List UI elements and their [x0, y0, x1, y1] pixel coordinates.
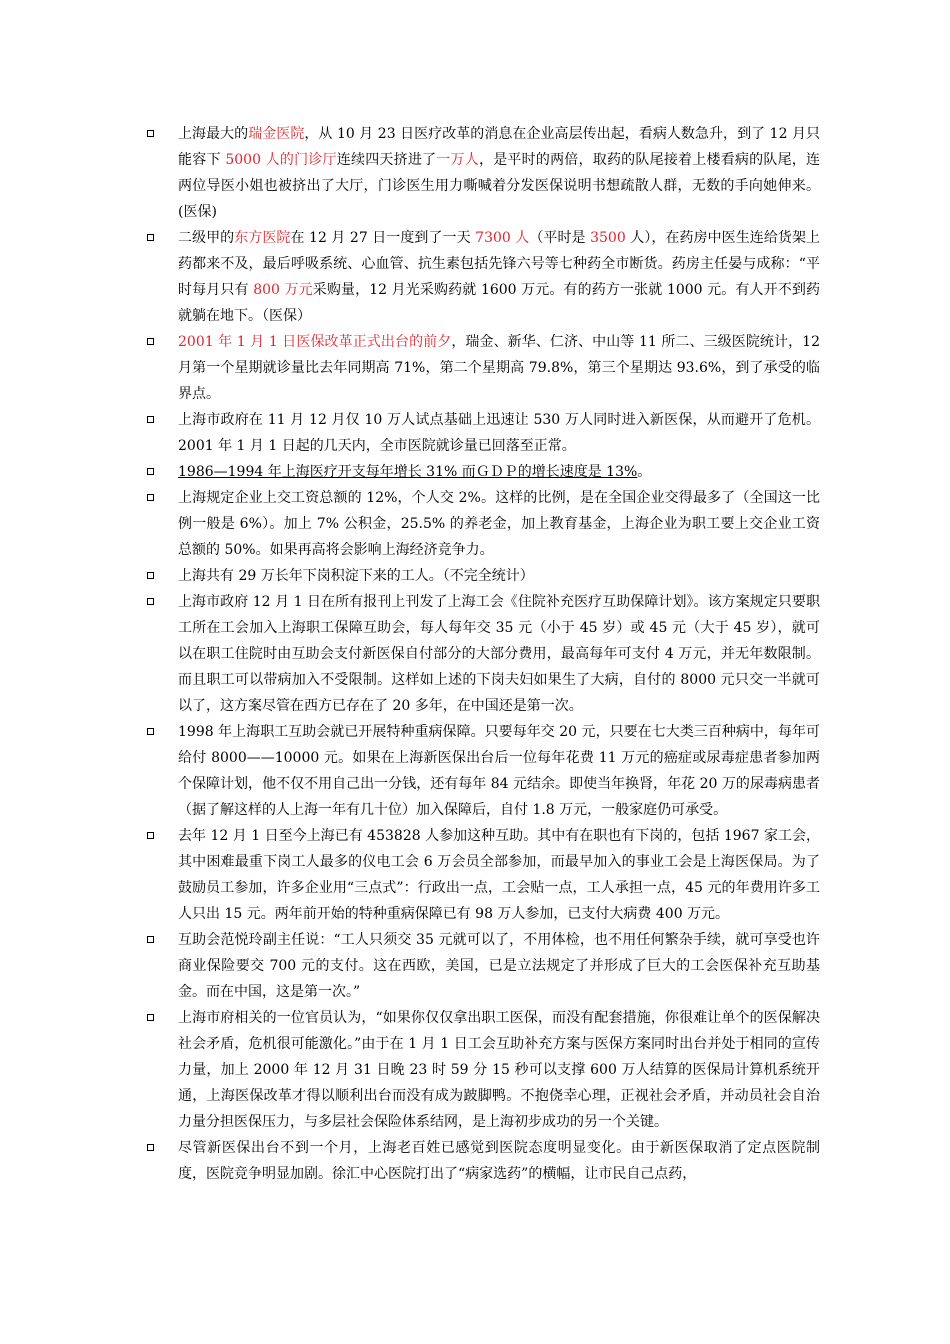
- square-bullet-icon: [147, 832, 154, 839]
- list-item: [140, 329, 820, 407]
- highlighted-text: 一万人: [436, 152, 479, 168]
- paragraph-text: 。: [637, 464, 652, 480]
- square-bullet-icon: [147, 338, 154, 345]
- highlighted-text: 5000 人的门诊厅: [225, 152, 337, 168]
- paragraph-text: 在 12 月 27 日一度到了一天: [290, 230, 476, 246]
- list-item: [140, 459, 820, 485]
- square-bullet-icon: [147, 728, 154, 735]
- list-item: [140, 719, 820, 823]
- square-bullet-icon: [147, 1144, 154, 1151]
- list-item: [140, 225, 820, 329]
- bullet-list: [140, 121, 820, 1187]
- paragraph-text: ，从 10 月 23 日医疗改革的消息在企业高层传出起，看病人数急升，到了 12 月只能容下: [178, 126, 821, 168]
- square-bullet-icon: [147, 1014, 154, 1021]
- list-item: [140, 1135, 820, 1187]
- square-bullet-icon: [147, 234, 154, 241]
- paragraph-text: 上海共有 29 万长年下岗积淀下来的工人。（不完全统计）: [178, 568, 534, 584]
- paragraph-text: 上海规定企业上交工资总额的 12%，个人交 2%。这样的比例，是在全国企业交得最多了（全国这一比例一般是 6%）。加上 7% 公积金，25.5% 的养老金，加上教育基金，上海企业为职工要上交企业工资总额的 50%。如果再高将会影响上海经济竞争力。: [178, 490, 820, 558]
- list-item: [140, 485, 820, 563]
- paragraph-text: 尽管新医保出台不到一个月，上海老百姓已感觉到医院态度明显变化。由于新医保取消了定点医院制度，医院竞争明显加剧。徐汇中心医院打出了“病家选药”的横幅，让市民自己点药，: [178, 1140, 820, 1182]
- paragraph-text: ，是平时的两倍，取药的队尾接着上楼看病的队尾，连两位导医小姐也被挤出了大厅，门诊医生用力嘶喊着分发医保说明书想疏散人群，无数的手向她伸来。(医保): [178, 152, 821, 220]
- square-bullet-icon: [147, 416, 154, 423]
- square-bullet-icon: [147, 936, 154, 943]
- paragraph-text: 连续四天挤进了: [336, 152, 437, 168]
- paragraph-text: 去年 12 月 1 日至今上海已有 453828 人参加这种互助。其中有在职也有下岗的，包括 1967 家工会，其中困难最重下岗工人最多的仪电工会 6 万会员全部参加，而最早加入的事业工会是上海医保局。为了鼓励员工参加，许多企业用“三点式”：行政出一点，工会贴一点，工人承担一点，45 元的年费用许多工人只出 15 元。两年前开始的特种重病保障已有 98 万人参加，已支付大病费 400 万元。: [178, 828, 820, 922]
- highlighted-text: 7300 人: [475, 230, 530, 246]
- paragraph-text: 上海市政府 12 月 1 日在所有报刊上刊发了上海工会《住院补充医疗互助保障计划》。该方案规定只要职工所在工会加入上海职工保障互助会，每人每年交 35 元（小于 45 岁）或 45 元（大于 45 岁），就可以在职工住院时由互助会支付新医保自付部分的大部分费用，最高每年可支付 4 万元，并无年数限制。而且职工可以带病加入不受限制。这样如上述的下岗夫妇如果生了大病，自付的 8000 元只交一半就可以了，这方案尽管在西方已存在了 20 多年，在中国还是第一次。: [178, 594, 820, 714]
- list-item: [140, 927, 820, 1005]
- list-item: [140, 823, 820, 927]
- square-bullet-icon: [147, 130, 154, 137]
- highlighted-text: 东方医院: [234, 230, 291, 246]
- square-bullet-icon: [147, 572, 154, 579]
- paragraph-text: 互助会范悦玲副主任说：“工人只须交 35 元就可以了，不用体检，也不用任何繁杂手续，就可享受也许商业保险要交 700 元的支付。这在西欧，美国，已是立法规定了并形成了巨大的工会医保补充互助基金。而在中国，这是第一次。”: [178, 932, 820, 1000]
- list-item: [140, 121, 820, 225]
- list-item: [140, 589, 820, 719]
- paragraph-text: 人），在药房中医生连给货架上药都来不及，最后呼吸系统、心血管、抗生素包括先锋六号等七种药全市断货。药房主任晏与成称：“平时每月只有: [178, 230, 821, 298]
- paragraph-text: 二级甲的: [178, 230, 235, 246]
- paragraph-text: ，瑞金、新华、仁济、中山等 11 所二、三级医院统计，12 月第一个星期就诊量比去年同期高 71%，第二个星期高 79.8%，第三个星期达 93.6%，到了承受的临界点。: [178, 334, 820, 402]
- paragraph-text: 上海市政府在 11 月 12 月仅 10 万人试点基础上迅速让 530 万人同时进入新医保，从而避开了危机。2001 年 1 月 1 日起的几天内，全市医院就诊量已回落至正常。: [178, 412, 820, 454]
- square-bullet-icon: [147, 598, 154, 605]
- highlighted-text: 3500: [590, 230, 626, 246]
- highlighted-text: 2001 年 1 月 1 日医保改革正式出台的前夕: [178, 334, 452, 350]
- paragraph-text: （平时是: [529, 230, 591, 246]
- square-bullet-icon: [147, 494, 154, 501]
- square-bullet-icon: [147, 468, 154, 475]
- highlighted-text: 800 万元: [253, 282, 313, 298]
- highlighted-text: 瑞金医院: [248, 126, 305, 142]
- paragraph-text: 采购量，12 月光采购药就 1600 万元。有的药方一张就 1000 元。有人开不到药就躺在地下。（医保）: [178, 282, 821, 324]
- list-item: [140, 407, 820, 459]
- paragraph-text: 1998 年上海职工互助会就已开展特种重病保障。只要每年交 20 元，只要在七大类三百种病中，每年可给付 8000——10000 元。如果在上海新医保出台后一位每年花费 11 万元的癌症或尿毒症患者参加两个保障计划，他不仅不用自己出一分钱，还有每年 84 元结余。即使当年换肾，年花 20 万的尿毒病患者（据了解这样的人上海一年有几十位）加入保障后，自付 1.8 万元，一般家庭仍可承受。: [178, 724, 820, 818]
- underlined-text: 1986—1994 年上海医疗开支每年增长 31% 而ＧＤＰ的增长速度是 13%: [178, 464, 638, 480]
- paragraph-text: 上海市府相关的一位官员认为，“如果你仅仅拿出职工医保，而没有配套措施，你很难让单个的医保解决社会矛盾，危机很可能激化。”由于在 1 月 1 日工会互助补充方案与医保方案同时出台并处于相同的宣传力量，加上 2000 年 12 月 31 日晚 23 时 59 分 15 秒可以支撑 600 万人结算的医保局计算机系统开通，上海医保改革才得以顺利出台而没有成为跛脚鸭。不抱侥幸心理，正视社会矛盾，并动员社会自治力量分担医保压力，与多层社会保险体系结网，是上海初步成功的另一个关键。: [178, 1010, 820, 1130]
- paragraph-text: 上海最大的: [178, 126, 249, 142]
- list-item: [140, 1005, 820, 1135]
- list-item: [140, 563, 820, 589]
